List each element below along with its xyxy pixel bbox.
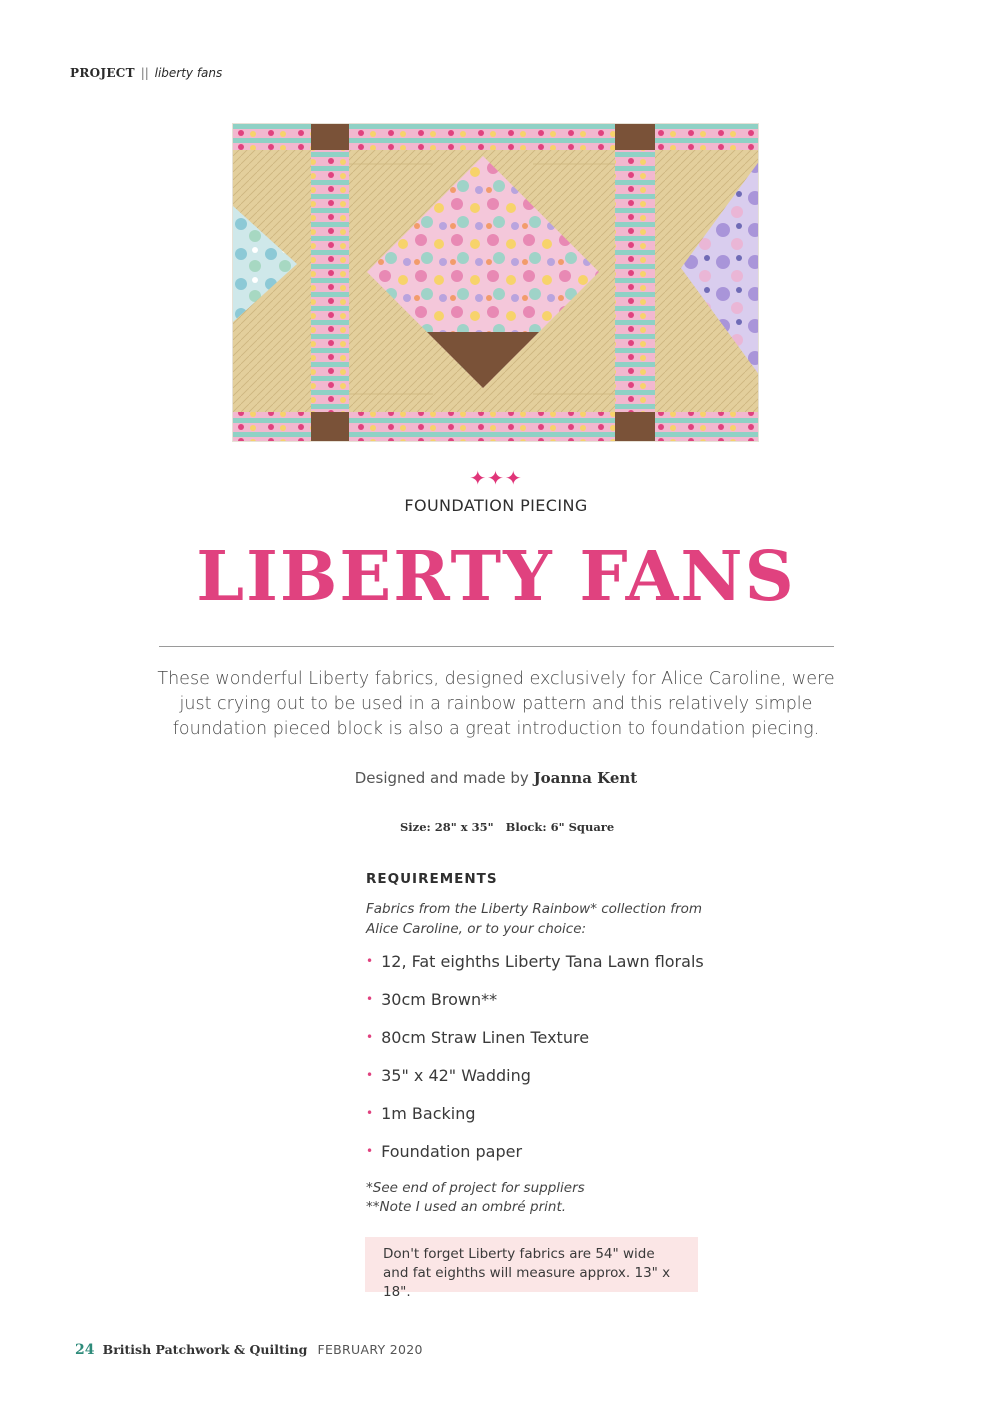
page-number: 24 [75, 1342, 95, 1358]
requirements-heading: REQUIREMENTS [366, 871, 498, 887]
author-name: Joanna Kent [533, 769, 638, 787]
size-specs [400, 820, 622, 834]
ornament-stars: ✦✦✦ [469, 466, 523, 490]
item-label: 80cm Straw Linen Texture [381, 1028, 590, 1047]
section-topic: liberty fans [154, 66, 223, 80]
magazine-name: British Patchwork & Quilting [102, 1342, 308, 1357]
list-item [366, 1026, 704, 1064]
requirements-note: Fabrics from the Liberty Rainbow* collection from Alice Caroline, or to your choice: [366, 901, 703, 937]
bullet-icon: • [366, 954, 374, 968]
ombre-footnote: **Note I used an ombré print. [366, 1199, 567, 1215]
intro-paragraph: These wonderful Liberty fabrics, designed exclusively for Alice Caroline, were just crying out to be used in a rainbow pattern and this relatively simple foundation pieced block is also a great introduction to foundation piecing. [157, 669, 835, 739]
page-footer [75, 1342, 423, 1358]
article-category: FOUNDATION PIECING [404, 496, 588, 515]
running-header [70, 66, 222, 80]
header-separator: || [140, 66, 149, 80]
article-title: LIBERTY FANS [196, 537, 796, 617]
list-item [366, 988, 704, 1026]
block-size: Block: 6" Square [505, 820, 615, 834]
item-label: Foundation paper [381, 1142, 523, 1161]
section-kicker: PROJECT [70, 66, 135, 80]
bullet-icon: • [366, 1144, 374, 1158]
item-label: 35" x 42" Wadding [381, 1066, 531, 1085]
item-label: 1m Backing [381, 1104, 476, 1123]
credit-prefix: Designed and made by [354, 769, 529, 787]
issue-date: FEBRUARY 2020 [317, 1342, 423, 1357]
designer-credit [0, 769, 992, 787]
item-label: 30cm Brown** [381, 990, 498, 1009]
suppliers-footnote: *See end of project for suppliers [366, 1180, 585, 1196]
bullet-icon: • [366, 1030, 374, 1044]
title-divider [159, 646, 834, 647]
bullet-icon: • [366, 1068, 374, 1082]
list-item [366, 1140, 704, 1178]
list-item [366, 1064, 704, 1102]
list-item [366, 1102, 704, 1140]
requirements-list [366, 950, 704, 1178]
quilt-size: Size: 28" x 35" [400, 820, 494, 834]
list-item [366, 950, 704, 988]
bullet-icon: • [366, 1106, 374, 1120]
item-label: 12, Fat eighths Liberty Tana Lawn florals [381, 952, 704, 971]
quilt-photo [232, 123, 759, 442]
bullet-icon: • [366, 992, 374, 1006]
footnotes [366, 1179, 585, 1217]
tip-box: Don't forget Liberty fabrics are 54" wide and fat eighths will measure approx. 13" x 18". [365, 1237, 698, 1292]
